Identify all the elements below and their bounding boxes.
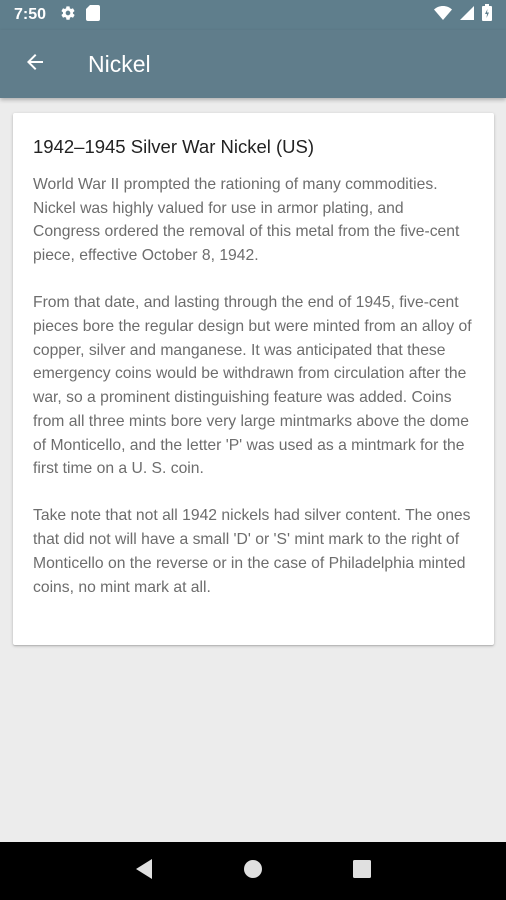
- sd-card-icon: [86, 5, 100, 26]
- content-card: [13, 113, 494, 645]
- card-paragraph: World War II prompted the rationing of many commodities. Nickel was highly valued for use in armor plating, and Congress ordered the removal of this metal from the five-cent piece, effective October 8, 1942.: [33, 176, 460, 265]
- card-title: 1942–1945 Silver War Nickel (US): [33, 136, 315, 157]
- status-time: 7:50: [14, 6, 47, 23]
- app-bar: [0, 30, 506, 98]
- back-triangle-icon: [134, 858, 154, 885]
- home-circle-icon: [243, 859, 263, 884]
- status-bar: [0, 0, 506, 30]
- recents-square-icon: [353, 860, 371, 883]
- nav-home-button[interactable]: [238, 856, 268, 886]
- nav-back-button[interactable]: [129, 856, 159, 886]
- navigation-bar: [0, 842, 506, 900]
- card-paragraph: Take note that not all 1942 nickels had silver content. The ones that did not will have a small 'D' or 'S' mint mark to the right of Monticello on the reverse or in the case of Philadelphia minted coins, no mint mark at all.: [33, 507, 471, 596]
- card-body: [33, 173, 474, 599]
- card-paragraph: From that date, and lasting through the end of 1945, five-cent pieces bore the regular design but were minted from an alloy of copper, silver and manganese. It was anticipated that these emergency coins would be withdrawn from circulation after the war, so a prominent distinguishing feature was added. Coins from all three mints bore very large mintmarks above the dome of Monticello, and the letter 'P' was used as a mintmark for the first time on a U. S. coin.: [33, 294, 472, 478]
- nav-recents-button[interactable]: [347, 856, 377, 886]
- gear-icon: [60, 5, 76, 26]
- back-button[interactable]: [0, 30, 70, 98]
- battery-icon: [482, 4, 492, 26]
- page-title: Nickel: [88, 50, 151, 77]
- signal-icon: [460, 6, 474, 25]
- wifi-icon: [434, 6, 452, 25]
- arrow-left-icon: [23, 50, 47, 79]
